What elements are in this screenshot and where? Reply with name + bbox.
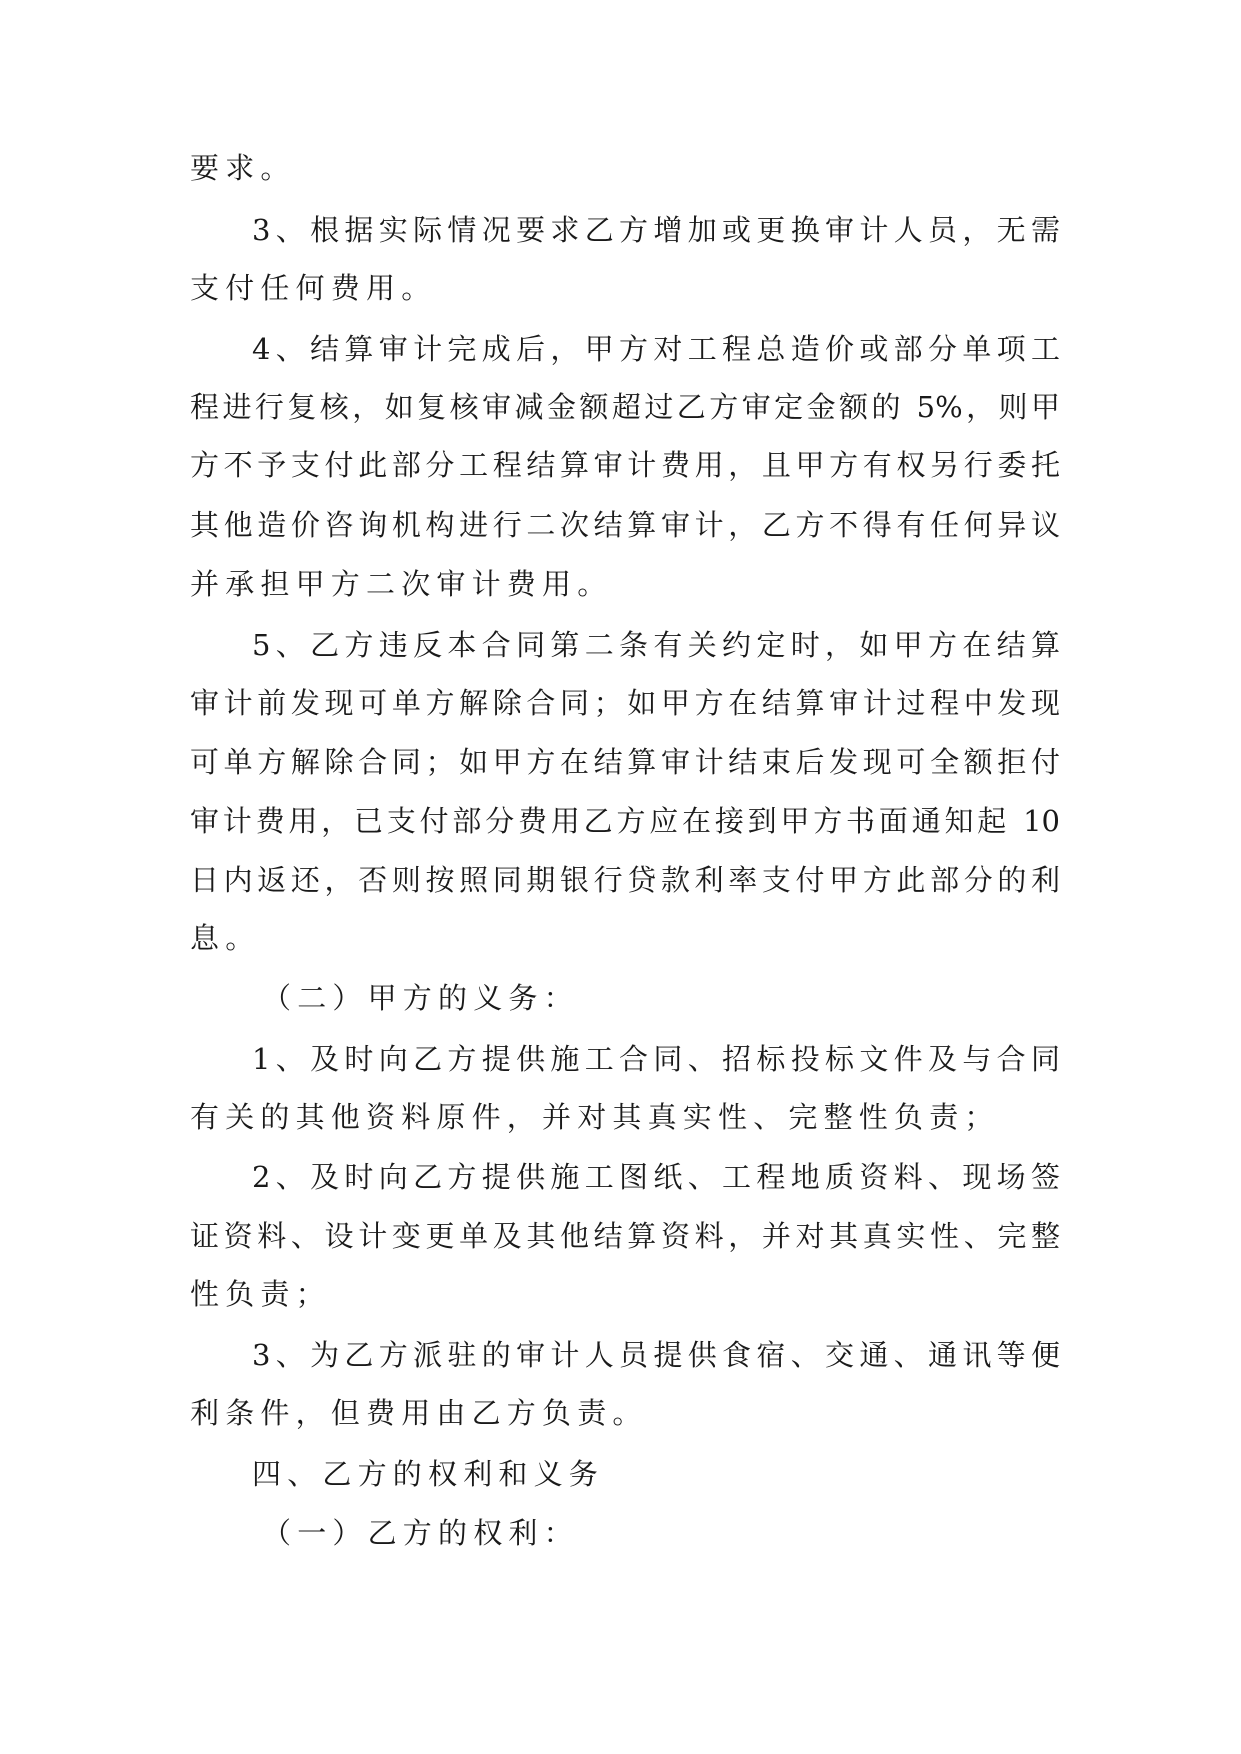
- text-line: 并承担甲方二次审计费用。: [190, 567, 613, 601]
- text-line: 审计前发现可单方解除合同；如甲方在结算审计过程中发现: [190, 686, 1060, 720]
- text-line: 息。: [190, 921, 261, 955]
- text-line: 5、乙方违反本合同第二条有关约定时，如甲方在结算: [252, 628, 1060, 662]
- text-line: 其他造价咨询机构进行二次结算审计，乙方不得有任何异议: [190, 508, 1060, 542]
- text-line: 3、根据实际情况要求乙方增加或更换审计人员，无需: [252, 213, 1060, 247]
- text-line: 支付任何费用。: [190, 271, 437, 305]
- text-line: 性负责；: [190, 1277, 331, 1311]
- section-heading: （二）甲方的义务：: [262, 981, 579, 1015]
- text-line: 方不予支付此部分工程结算审计费用，且甲方有权另行委托: [190, 448, 1060, 482]
- text-line: 有关的其他资料原件，并对其真实性、完整性负责；: [190, 1100, 1000, 1134]
- text-line: 3、为乙方派驻的审计人员提供食宿、交通、通讯等便: [252, 1338, 1060, 1372]
- text-line: 利条件，但费用由乙方负责。: [190, 1396, 648, 1430]
- text-line: 2、及时向乙方提供施工图纸、工程地质资料、现场签: [252, 1160, 1060, 1194]
- section-heading: （一）乙方的权利：: [262, 1516, 579, 1550]
- text-line: 程进行复核，如复核审减金额超过乙方审定金额的 5%，则甲: [190, 390, 1060, 424]
- text-line: 可单方解除合同；如甲方在结算审计结束后发现可全额拒付: [190, 745, 1060, 779]
- text-line: 日内返还，否则按照同期银行贷款利率支付甲方此部分的利: [190, 863, 1060, 897]
- section-heading: 四、乙方的权利和义务: [252, 1457, 605, 1491]
- text-line: 审计费用，已支付部分费用乙方应在接到甲方书面通知起 10: [190, 804, 1060, 838]
- text-line: 要求。: [190, 151, 296, 185]
- text-line: 证资料、设计变更单及其他结算资料，并对其真实性、完整: [190, 1219, 1060, 1253]
- text-line: 4、结算审计完成后，甲方对工程总造价或部分单项工: [252, 332, 1060, 366]
- text-line: 1、及时向乙方提供施工合同、招标投标文件及与合同: [252, 1042, 1060, 1076]
